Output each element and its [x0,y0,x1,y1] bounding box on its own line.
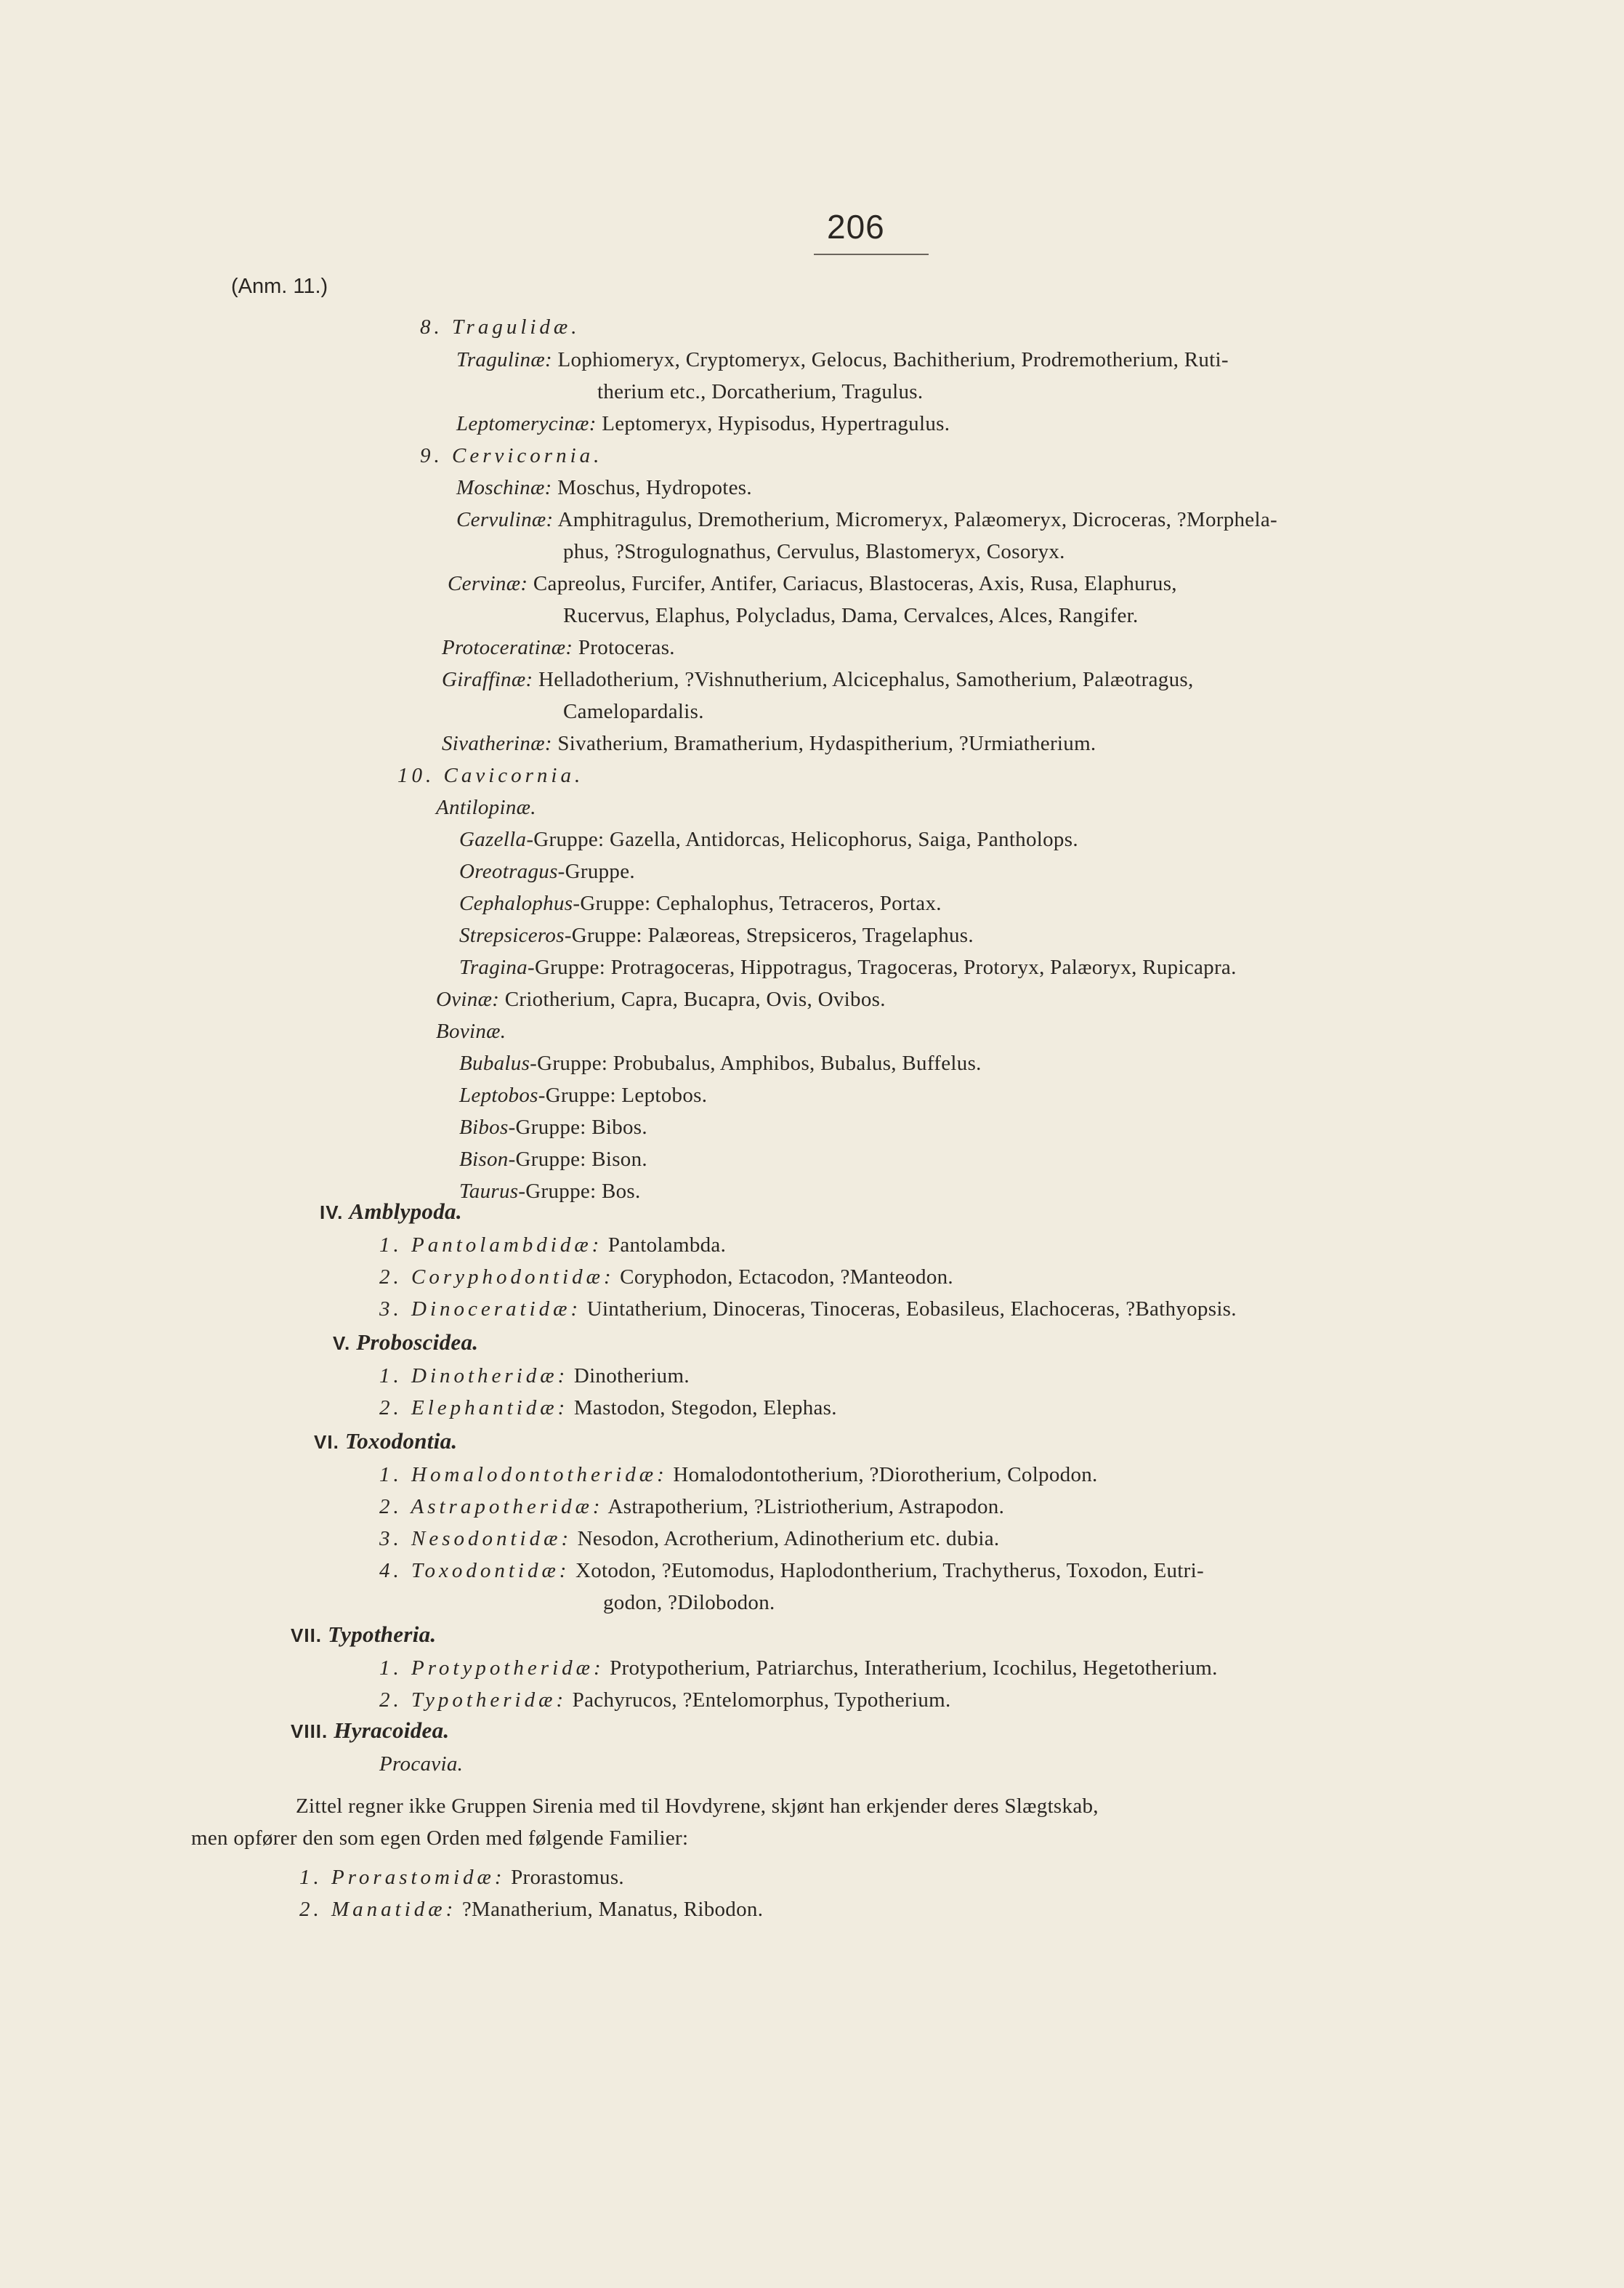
taxon-label: 1. Dinotheridæ: [379,1364,569,1387]
order-numeral: VII. [291,1624,323,1646]
taxon-members: -Gruppe: Probubalus, Amphibos, Bubalus, Buffelus. [530,1052,982,1075]
text-line [459,921,974,950]
taxon-label: Tragulinæ: [456,348,552,371]
text-line [299,1895,763,1924]
taxon-members: Protypotherium, Patriarchus, Interatherium, Icochilus, Hegetotherium. [604,1656,1218,1680]
taxon-members: Dinotherium. [568,1364,690,1387]
taxon-label: Strepsiceros [459,924,565,947]
order-name: Toxodontia. [344,1428,458,1454]
taxon-label: Protoceratinæ: [442,636,573,659]
taxon-members: Helladotherium, ?Vishnutherium, Alcicephalus, Samotherium, Palæotragus, [533,668,1194,691]
taxon-label: 3. Nesodontidæ: [379,1527,573,1550]
text-line [456,505,1277,534]
taxon-members: Criotherium, Capra, Bucapra, Ovis, Ovibos. [499,988,886,1011]
taxon-label: 1. Homalodontotheridæ: [379,1463,668,1486]
text-line [436,985,886,1014]
page-number-rule [814,254,929,255]
taxon-label: 2. Manatidæ: [299,1898,457,1921]
order-heading [291,1716,449,1746]
taxon-members: Amphitragulus, Dremotherium, Micromeryx, Palæomeryx, Dicroceras, ?Morphela- [553,508,1277,531]
taxon-label: Leptobos [459,1084,538,1107]
text-line [442,633,675,662]
text-line [603,1588,775,1617]
taxon-members: men opfører den som egen Orden med følgende Familier: [191,1826,689,1850]
text-line [379,1361,690,1390]
taxon-members: Camelopardalis. [563,700,704,723]
taxon-members: godon, ?Dilobodon. [603,1591,775,1614]
taxon-label: Moschinæ: [456,476,552,499]
taxon-label: 4. Toxodontidæ: [379,1559,570,1582]
taxon-label: Gazella [459,828,527,851]
order-numeral: VIII. [291,1720,328,1742]
text-line [436,1017,506,1046]
text-line [459,825,1078,854]
text-line [563,537,1065,566]
taxon-members: Coryphodon, Ectacodon, ?Manteodon. [614,1265,953,1289]
taxon-label: Leptomerycinæ: [456,412,597,435]
taxon-label: Bison [459,1148,509,1171]
text-line [459,889,942,918]
text-line [379,1749,463,1779]
taxon-label: 1. Protypotheridæ: [379,1656,605,1680]
taxon-members: Pachyrucos, ?Entelomorphus, Typotherium. [567,1688,951,1712]
taxon-members: -Gruppe. [557,860,635,883]
taxon-members: Homalodontotherium, ?Diorotherium, Colpodon. [667,1463,1098,1486]
order-heading [320,1197,462,1227]
taxon-label: Ovinæ: [436,988,500,1011]
taxon-members: Astrapotherium, ?Listriotherium, Astrapodon. [603,1495,1005,1518]
taxon-label: Tragina [459,956,528,979]
taxon-members: Rucervus, Elaphus, Polycladus, Dama, Cervalces, Alces, Rangifer. [563,604,1139,627]
taxon-members: Capreolus, Furcifer, Antifer, Cariacus, Blastoceras, Axis, Rusa, Elaphurus, [528,572,1177,595]
taxon-label: Giraffinæ: [442,668,533,691]
order-name: Proboscidea. [356,1329,479,1355]
taxon-label: Cervulinæ: [456,508,554,531]
taxon-label: Bibos [459,1116,509,1139]
taxon-label: 1. Pantolambdidæ: [379,1233,603,1257]
text-line [442,729,1096,758]
text-line [379,1524,999,1553]
text-line [459,857,635,886]
text-line [459,1113,647,1142]
taxon-members: -Gruppe: Protragoceras, Hippotragus, Tragoceras, Protoryx, Palæoryx, Rupicapra. [527,956,1237,979]
text-line [296,1792,1099,1821]
text-line [379,1262,953,1292]
taxon-members: Xotodon, ?Eutomodus, Haplodontherium, Trachytherus, Toxodon, Eutri- [570,1559,1204,1582]
taxon-label: Antilopinæ. [436,796,536,819]
taxon-members: -Gruppe: Bos. [518,1180,641,1203]
order-name: Hyracoidea. [334,1717,450,1743]
taxon-label: Bovinæ. [436,1020,506,1043]
order-heading [291,1620,436,1650]
text-line [459,1081,707,1110]
taxon-label: 1. Prorastomidæ: [299,1866,506,1889]
text-line [379,1294,1237,1324]
taxon-members: -Gruppe: Cephalophus, Tetraceros, Portax. [573,892,942,915]
order-heading [333,1328,478,1358]
text-line [456,409,950,438]
taxon-members: -Gruppe: Bison. [508,1148,647,1171]
text-line [379,1230,726,1260]
taxon-label: Oreotragus [459,860,558,883]
text-line [379,1460,1098,1489]
text-line [456,473,752,502]
taxon-label: 9. Cervicornia. [420,444,603,467]
taxon-members: Leptomeryx, Hypisodus, Hypertragulus. [596,412,950,435]
text-line [191,1824,688,1853]
taxon-members: Moschus, Hydropotes. [552,476,752,499]
text-line [442,665,1194,694]
note-reference: (Anm. 11.) [231,275,328,298]
text-line [563,697,704,726]
taxon-members: Uintatherium, Dinoceras, Tinoceras, Eobasileus, Elachoceras, ?Bathyopsis. [581,1297,1237,1321]
page-number: 206 [827,208,885,246]
text-line [459,1145,647,1174]
text-line [420,313,581,342]
taxon-label: Sivatherinæ: [442,732,552,755]
text-line [597,377,923,406]
order-numeral: VI. [314,1431,339,1453]
taxon-label: Cephalophus [459,892,573,915]
taxon-members: Nesodon, Acrotherium, Adinotherium etc. dubia. [572,1527,1000,1550]
taxon-label: 2. Coryphodontidæ: [379,1265,615,1289]
order-numeral: IV. [320,1201,344,1223]
text-line [379,1556,1204,1585]
taxon-label: Procavia. [379,1752,464,1776]
text-line [379,1653,1218,1683]
taxon-members: -Gruppe: Palæoreas, Strepsiceros, Tragelaphus. [564,924,974,947]
taxon-members: Protoceras. [573,636,675,659]
taxon-members: phus, ?Strogulognathus, Cervulus, Blastomeryx, Cosoryx. [563,540,1065,563]
taxon-members: Zittel regner ikke Gruppen Sirenia med til Hovdyrene, skjønt han erkjender deres Slægtskab, [296,1794,1099,1818]
taxon-label: 8. Tragulidæ. [420,315,581,339]
text-line [379,1393,837,1422]
taxon-members: Mastodon, Stegodon, Elephas. [568,1396,837,1419]
taxon-label: Taurus [459,1180,519,1203]
taxon-label: 2. Astrapotheridæ: [379,1495,604,1518]
text-line [299,1863,624,1892]
taxon-members: Pantolambda. [602,1233,727,1257]
taxon-members: Lophiomeryx, Cryptomeryx, Gelocus, Bachitherium, Prodremotherium, Ruti- [552,348,1229,371]
taxon-members: -Gruppe: Bibos. [508,1116,647,1139]
text-line [456,345,1229,374]
order-name: Typotheria. [328,1622,437,1647]
text-line [448,569,1177,598]
text-line [420,441,602,470]
order-name: Amblypoda. [349,1199,462,1224]
taxon-members: -Gruppe: Leptobos. [538,1084,708,1107]
text-line [459,953,1237,982]
text-line [379,1492,1004,1521]
text-line [459,1177,641,1206]
taxon-label: 3. Dinoceratidæ: [379,1297,582,1321]
taxon-label: 10. Cavicornia. [397,764,584,787]
taxon-label: Cervinæ: [448,572,528,595]
order-numeral: V. [333,1332,351,1354]
order-heading [314,1427,457,1457]
text-line [436,793,536,822]
taxon-members: Sivatherium, Bramatherium, Hydaspitherium, ?Urmiatherium. [552,732,1096,755]
text-line [379,1685,951,1715]
text-line [397,761,583,790]
taxon-label: 2. Typotheridæ: [379,1688,567,1712]
text-line [563,601,1139,630]
taxon-members: therium etc., Dorcatherium, Tragulus. [597,380,924,403]
taxon-label: Bubalus [459,1052,530,1075]
taxon-members: ?Manatherium, Manatus, Ribodon. [456,1898,764,1921]
text-line [459,1049,982,1078]
taxon-label: 2. Elephantidæ: [379,1396,569,1419]
taxon-members: -Gruppe: Gazella, Antidorcas, Helicophorus, Saiga, Pantholops. [526,828,1078,851]
taxon-members: Prorastomus. [505,1866,624,1889]
